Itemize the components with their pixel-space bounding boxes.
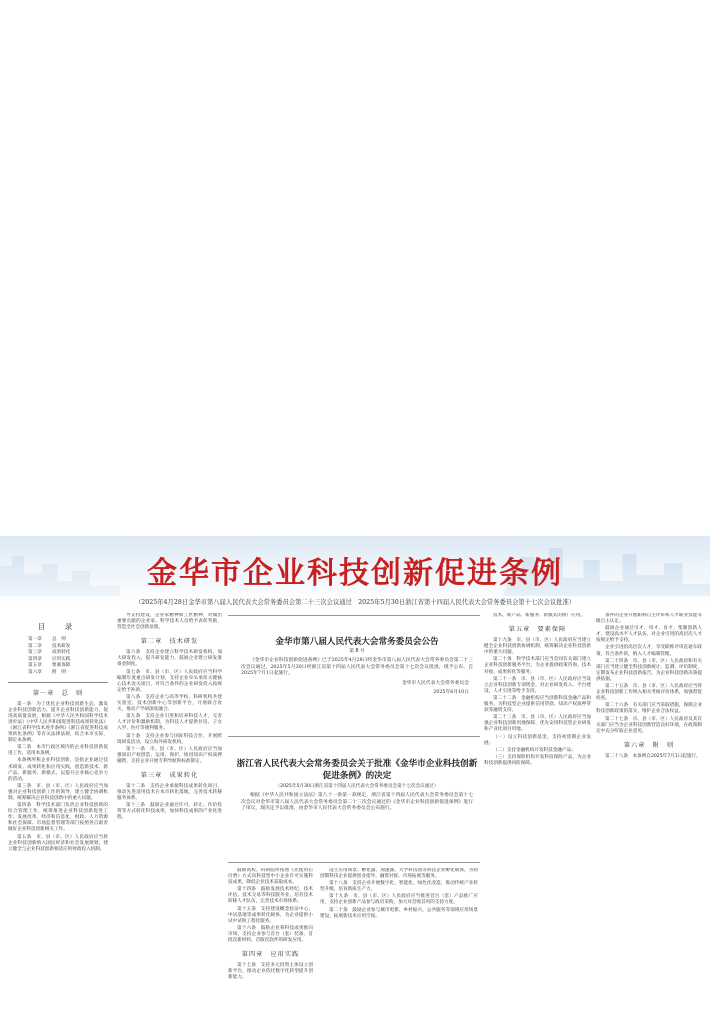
toc-item[interactable] xyxy=(8,637,108,644)
article-paragraph: 第四条 科学技术部门负责企业科技创新的综合管理工作，统筹推进企业科技创新促进工作；发展改革、经济和信息化、财政、人力资源和社会保障、市场监督管理等部门按照各自职责做好企业科技创新相关工作。 xyxy=(8,803,108,833)
article-paragraph: 第十二条 支持企业承接科技成果转化项目，推动先进适用技术在本市转化落地，完善技术转移服务体系。 xyxy=(117,783,222,802)
article-paragraph: 第七条 市、县（市、区）人民政府应当科学编制年度重点研发计划，支持企业牵头承担关键核心技术攻关项目，对符合条件的企业研发投入按规定给予补助。 xyxy=(117,669,222,693)
chapter-heading: 第二章 技术研发 xyxy=(140,638,199,646)
article-paragraph: 技术、新产品、新服务、新模式的推广应用。 xyxy=(493,613,585,618)
toc-chapter-name: 成果转化 xyxy=(52,650,71,656)
article-paragraph: 本条例所称企业科技创新，是指企业通过技术研发、成果转化和应用实践，创造新技术、新产品、新服务、新模式，以提升企业核心竞争力的活动。 xyxy=(8,758,108,782)
article-paragraph: （二）支持金融机构开发科技金融产品； xyxy=(493,747,576,753)
article-paragraph: 鼓励高校、科研院所按照《先使用后付费》方式向科技型中小企业许可实施科技成果，降低企业技术获取成本。 xyxy=(228,868,313,886)
column-1 xyxy=(8,613,108,1018)
announcement-box xyxy=(235,620,479,728)
divider xyxy=(8,682,108,683)
column-5 xyxy=(482,1018,483,1019)
decision-body: 根据《中华人民共和国立法法》第八十一条第一款规定，浙江省第十四届人民代表大会常务委员会第十七次会议对金华市第八届人民代表大会常务委员会第二十三次会议通过的《金华市企业科技创新促进条例》进行了审议，现决定予以批准，由金华市人民代表大会常务委员会公布施行。 xyxy=(241,793,473,812)
article-paragraph: 第十四条 鼓励发展技术经纪、技术评估、技术交易等科技服务业，培育技术转移人才队伍，完善技术市场体系。 xyxy=(228,887,313,905)
toc-item[interactable] xyxy=(8,650,108,657)
article-paragraph: 第十八条 支持企业开展数字化、智能化、绿色化改造，推动传统产业转型升级，培育新质生产力。 xyxy=(320,881,478,893)
toc-chapter-number: 第四章 xyxy=(28,656,42,662)
toc-chapter-name: 附 则 xyxy=(52,669,66,675)
article-paragraph: 第五条 市、县（市、区）人民政府应当将企业科技创新纳入国民经济和社会发展规划，建立健全与企业科技创新相适应的财政投入机制。 xyxy=(8,834,108,852)
divider xyxy=(228,615,480,616)
article-paragraph: 导支持建设，企业家精神和工匠精神，对做出重要贡献的企业家、科学技术人员给予表彰奖励，营造全社会创新氛围。 xyxy=(117,613,222,631)
announcement-title: 金华市第八届人民代表大会常务委员会公告 xyxy=(275,637,439,647)
toc-chapter-name: 技术研发 xyxy=(52,643,71,649)
article-paragraph: 第九条 支持企业引进和培养科技人才，完善人才评价和激励机制，为科技人才提供住房、子女入学、医疗等便利服务。 xyxy=(117,714,222,732)
toc-chapter-name: 应用实践 xyxy=(52,656,71,662)
decision-title: 浙江省人民代表大会常务委员会关于批准《金华市企业科技创新促进条例》的决定 xyxy=(236,759,478,781)
page-title: 金华市企业科技创新促进条例 xyxy=(147,556,563,591)
toc-item[interactable] xyxy=(8,663,108,670)
article-paragraph: 第二十条 科学技术部门应当会同有关部门建立企业科技创新服务平台，为企业提供政策咨询、技术对接、成果转化等服务。 xyxy=(484,657,591,675)
toc-item[interactable] xyxy=(8,670,108,677)
toc-chapter-name: 总 则 xyxy=(52,637,66,642)
column-2 xyxy=(117,613,222,1018)
column-3-lower-right xyxy=(320,868,478,1018)
announcement-date: 2025年6月10日 xyxy=(433,690,469,696)
article-paragraph: 第一条 为了优化企业科技创新生态，激发企业科技创新活力，提升企业科技创新能力，促进高质量发展，根据《中华人民共和国科学技术进步法》《中华人民共和国促进科技成果转化法》《浙江省科学技术进步条例》《浙江省促进科技成果转化条例》等有关法律法规，结合本市实际，制定本条例。 xyxy=(8,701,108,744)
chapter-heading: 第六章 附 则 xyxy=(623,741,675,749)
toc-chapter-number: 第三章 xyxy=(28,650,42,656)
page-subtitle: （2025年4月28日金华市第八届人民代表大会常务委员会第二十三次会议通过 2025年5月30日浙江省第十四届人民代表大会常务委员会第十七次会议批准） xyxy=(134,599,576,606)
article-paragraph: 企业引进的高层次人才，享受职称评审直通车政策，符合条件的，纳入人才编制管理。 xyxy=(596,645,702,657)
chapter-heading: 第五章 要素保障 xyxy=(508,626,567,634)
article-paragraph: 条件的企业开展职称自主评审和人才职业技能等级自主认定。 xyxy=(596,613,702,625)
chapter-heading: 第一章 总 则 xyxy=(32,689,84,697)
column-6 xyxy=(596,613,702,1018)
article-paragraph: 第二十四条 市、县（市、区）人民政府和有关部门应当建立健全科技创新统计、监测、评价制度，定期发布企业科技创新报告，为企业科技创新决策提供依据。 xyxy=(596,658,702,682)
chapter-heading: 第三章 成果转化 xyxy=(140,771,199,779)
article-paragraph: 第二十五条 市、县（市、区）人民政府应当将企业科技创新工作纳入相关考核评价体系，加强督促检查。 xyxy=(596,684,702,702)
column-3-lower-left xyxy=(228,868,313,1018)
article-paragraph: 第十条 支持企业参与国际科技合作，开展跨境研发活动，设立海外研发机构。 xyxy=(117,733,222,745)
article-paragraph: 第十三条 鼓励企业通过许可、转让、作价投资等方式转化科技成果，加快科技成果的产业化进程。 xyxy=(117,803,222,821)
article-paragraph: 第十五条 支持建设概念验证中心、中试基地等成果转化载体，为企业提供小试中试和工程化服务。 xyxy=(228,906,313,924)
article-paragraph: 第十一条 市、县（市、区）人民政府应当加强知识产权创造、运用、保护，推进知识产权质押融资，支持企业开展专利导航和标准制定。 xyxy=(117,746,222,764)
article-paragraph: 第二十七条 市、县（市、区）人民政府及其有关部门应当为企业科技创新营造良好环境，在政策制定中充分听取企业意见。 xyxy=(596,716,702,734)
chapter-heading: 第四章 应用实践 xyxy=(241,951,300,959)
article-paragraph: 第六条 支持企业建立科学技术研发机构，加大研发投入，提升研发能力，鼓励企业建立研发准备金制度。 xyxy=(117,650,222,668)
decision-subtitle: （2025年5月30日浙江省第十四届人民代表大会常务委员会第十七次会议通过） xyxy=(275,784,439,789)
divider xyxy=(228,736,480,737)
article-paragraph: （三）支持保险机构开发科技保险产品，为企业科技创新提供风险保障。 xyxy=(484,754,591,766)
article-paragraph: 第二十三条 市、县（市、区）人民政府应当加强企业科技创新用地保障，优先安排科技型企业研发和产业化项目用地。 xyxy=(484,715,591,733)
article-paragraph: 第十九条 市、县（市、区）人民政府应当建立健全企业科技创新协调机制，统筹解决企业科技创新中的重大问题。 xyxy=(484,638,591,656)
decision-box xyxy=(235,742,479,862)
toc-chapter-number: 第六章 xyxy=(28,669,42,675)
article-paragraph: 第二十二条 金融机构应当创新科技金融产品和服务，为科技型企业提供信用贷款、知识产权质押贷款等融资支持。 xyxy=(484,695,591,714)
article-paragraph: 第二条 本市行政区域内的企业科技创新促进工作，适用本条例。 xyxy=(8,745,108,757)
article-paragraph xyxy=(482,1018,483,1019)
announcement-number: 第 8 号 xyxy=(349,649,365,654)
divider xyxy=(228,862,480,863)
article-paragraph: 设立应用场景、孵化器、加速器、大学科技园等科技企业孵化载体，为初创期科技企业提供创业指导、融资对接、市场拓展等服务。 xyxy=(320,868,478,880)
article-paragraph: 第二十条 鼓励企业参与城市更新、乡村振兴、公共服务等领域应用场景建设，拓展新技术应用空间。 xyxy=(320,907,478,919)
toc-chapter-name: 要素保障 xyxy=(52,663,71,669)
toc-chapter-number: 第二章 xyxy=(28,643,42,649)
toc-chapter-number: 第五章 xyxy=(28,663,42,669)
article-paragraph: 第十七条 支持多元投资主体设立创新平台，推动企业依托数字化转型提升创新能力。 xyxy=(228,963,313,981)
column-4 xyxy=(484,613,591,1018)
announcement-body: 《金华市企业科技创新促进条例》已于2025年4月28日经金华市第八届人民代表大会常务委员会第二十三次会议通过，2025年5月30日经浙江省第十四届人民代表大会常务委员会第十七次会议批准，现予公布，自2025年7月1日起施行。 xyxy=(241,658,473,677)
article-paragraph: 鼓励企业通过引才、用才、育才，集聚创新人才，建设高水平人才队伍，对企业引进的高层次人才按规定给予支持。 xyxy=(596,626,702,644)
article-paragraph: 第二十六条 有关部门应当采取措施，保障企业科技创新政策的落实，维护企业合法权益。 xyxy=(596,703,702,715)
toc-title: 目 录 xyxy=(37,622,79,631)
article-paragraph: 第十六条 鼓励企业将科技成果推向市场，支持企业参与首台（套）装备、首批次新材料、首版次软件的研发应用。 xyxy=(228,925,313,944)
article-paragraph: （一）设立科技创新基金，支持初创期企业发展； xyxy=(484,734,591,746)
article-paragraph: 第八条 支持企业与高等学校、科研机构共建实验室、技术创新中心等创新平台，开展联合攻关，推动产学研深度融合。 xyxy=(117,694,222,713)
article-paragraph: 第二十八条 本条例自2025年7月1日起施行。 xyxy=(605,753,701,759)
toc-chapter-number: 第一章 xyxy=(28,637,42,642)
article-paragraph: 第三条 市、县（市、区）人民政府应当加强对企业科技创新工作的领导，建立健全协调机制，统筹解决企业科技创新中的重大问题。 xyxy=(8,783,108,801)
article-paragraph: 第十九条 市、县（市、区）人民政府应当推进首台（套）产品推广应用，支持企业创新产品参与政府采购，加大对首购首用的支持力度。 xyxy=(320,894,478,906)
announcement-signer: 金华市人民代表大会常务委员会 xyxy=(401,680,469,686)
article-paragraph: 第二十一条 市、县（市、区）人民政府应当设立企业科技创新专项资金，对企业研发投入、平台建设、人才引进等给予支持。 xyxy=(484,676,591,694)
